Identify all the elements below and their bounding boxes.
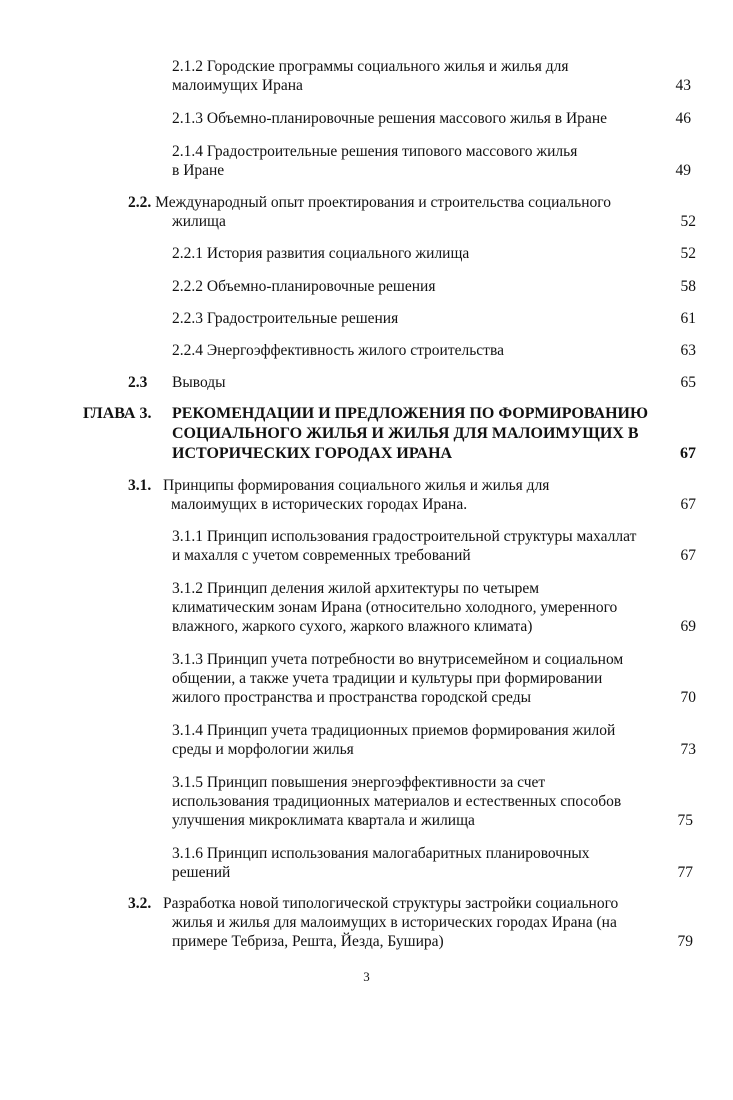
entry-text: 2.2.3 Градостроительные решения [172,310,399,327]
toc-entry-2-1-3 [172,109,607,128]
entry-text: улучшения микроклимата квартала и жилища [172,812,475,829]
toc-entry-3-1 [163,476,549,514]
toc-entry-3-1-2 [172,579,617,636]
toc-entry-2-2 [128,193,611,231]
entry-text: влажного, жаркого сухого, жаркого влажного климата) [172,618,533,635]
page-ref: 52 [680,245,696,262]
toc-entry-2-2-1 [172,244,469,263]
entry-text: 2.2.2 Объемно-планировочные решения [172,278,436,295]
toc-entry-3-2 [163,894,618,951]
toc-entry-3-1-6 [172,844,590,882]
entry-text: 3.1.3 Принцип учета потребности во внутрисемейном и социальном [172,651,624,668]
entry-text: жилого пространства и пространства городской среды [172,689,532,706]
entry-text: 2.1.4 Градостроительные решения типового массового жилья [172,143,578,160]
entry-text: Разработка новой типологической структуры застройки социального [163,895,619,912]
section-number: 2.2. [128,194,152,211]
page-ref: 67 [680,445,696,462]
page-ref: 69 [680,618,696,635]
entry-text: 2.2.1 История развития социального жилища [172,245,470,262]
entry-text: 3.1.5 Принцип повышения энергоэффективности за счет [172,774,546,791]
page-ref: 67 [680,547,696,564]
toc-entry-2-2-3 [172,309,398,328]
entry-text: 3.1.6 Принцип использования малогабаритных планировочных [172,845,590,862]
entry-text: среды и морфологии жилья [172,741,354,758]
entry-text: жилища [172,213,226,230]
chapter-label: ГЛАВА 3. [83,405,152,422]
toc-entry-3-1-3 [172,650,623,707]
chapter-title [172,404,648,464]
toc-entry-2-2-2 [172,277,435,296]
entry-text: малоимущих в исторических городах Ирана. [171,496,468,513]
page-ref: 73 [680,741,696,758]
page-ref: 65 [680,374,696,391]
entry-text: и махалля с учетом современных требований [172,547,471,564]
page-ref: 49 [675,162,691,179]
section-number: 3.2. [128,895,152,912]
toc-entry-2-1-2 [172,57,569,95]
entry-text: примере Тебриза, Решта, Йезда, Бушира) [172,933,444,950]
chapter-title-line: ИСТОРИЧЕСКИХ ГОРОДАХ ИРАНА [172,445,453,462]
entry-text: Выводы [172,374,226,391]
page-ref: 79 [677,933,693,950]
page-ref: 63 [680,342,696,359]
toc-entry-2-1-4 [172,142,577,180]
entry-text: Принципы формирования социального жилья и жилья для [163,477,550,494]
entry-text: решений [172,864,231,881]
entry-text: жилья и жилья для малоимущих в исторических городах Ирана (на [172,914,617,931]
page-number: 3 [363,969,370,984]
page-ref: 70 [680,689,696,706]
page-ref: 75 [677,812,693,829]
page-ref: 52 [680,213,696,230]
entry-text: Международный опыт проектирования и строительства социального [155,194,611,211]
toc-entry-3-1-1 [172,527,636,565]
entry-text: 3.1.1 Принцип использования градостроительной структуры махаллат [172,528,637,545]
page-ref: 67 [680,496,696,513]
page-ref: 61 [680,310,696,327]
entry-text: 2.2.4 Энергоэффективность жилого строительства [172,342,504,359]
entry-text: малоимущих Ирана [172,77,303,94]
entry-text: в Иране [172,162,225,179]
page-ref: 58 [680,278,696,295]
section-number: 2.3 [128,374,148,391]
toc-entry-2-3 [172,373,226,392]
page-ref: 77 [677,864,693,881]
entry-text: 2.1.2 Городские программы социального жилья и жилья для [172,58,569,75]
entry-text: 3.1.2 Принцип деления жилой архитектуры по четырем [172,580,540,597]
chapter-title-line: СОЦИАЛЬНОГО ЖИЛЬЯ И ЖИЛЬЯ ДЛЯ МАЛОИМУЩИХ В [172,425,639,442]
chapter-title-line: РЕКОМЕНДАЦИИ И ПРЕДЛОЖЕНИЯ ПО ФОРМИРОВАНИЮ [172,405,648,422]
section-number: 3.1. [128,477,152,494]
entry-text: 3.1.4 Принцип учета традиционных приемов формирования жилой [172,722,616,739]
toc-entry-3-1-5 [172,773,621,830]
entry-text: 2.1.3 Объемно-планировочные решения массового жилья в Иране [172,110,607,127]
toc-entry-3-1-4 [172,721,615,759]
entry-text: климатическим зонам Ирана (относительно холодного, умеренного [172,599,618,616]
entry-text: использования традиционных материалов и естественных способов [172,793,622,810]
entry-text: общении, а также учета традиции и культуры при формировании [172,670,603,687]
toc-entry-2-2-4 [172,341,504,360]
page-ref: 43 [675,77,691,94]
page-ref: 46 [675,110,691,127]
